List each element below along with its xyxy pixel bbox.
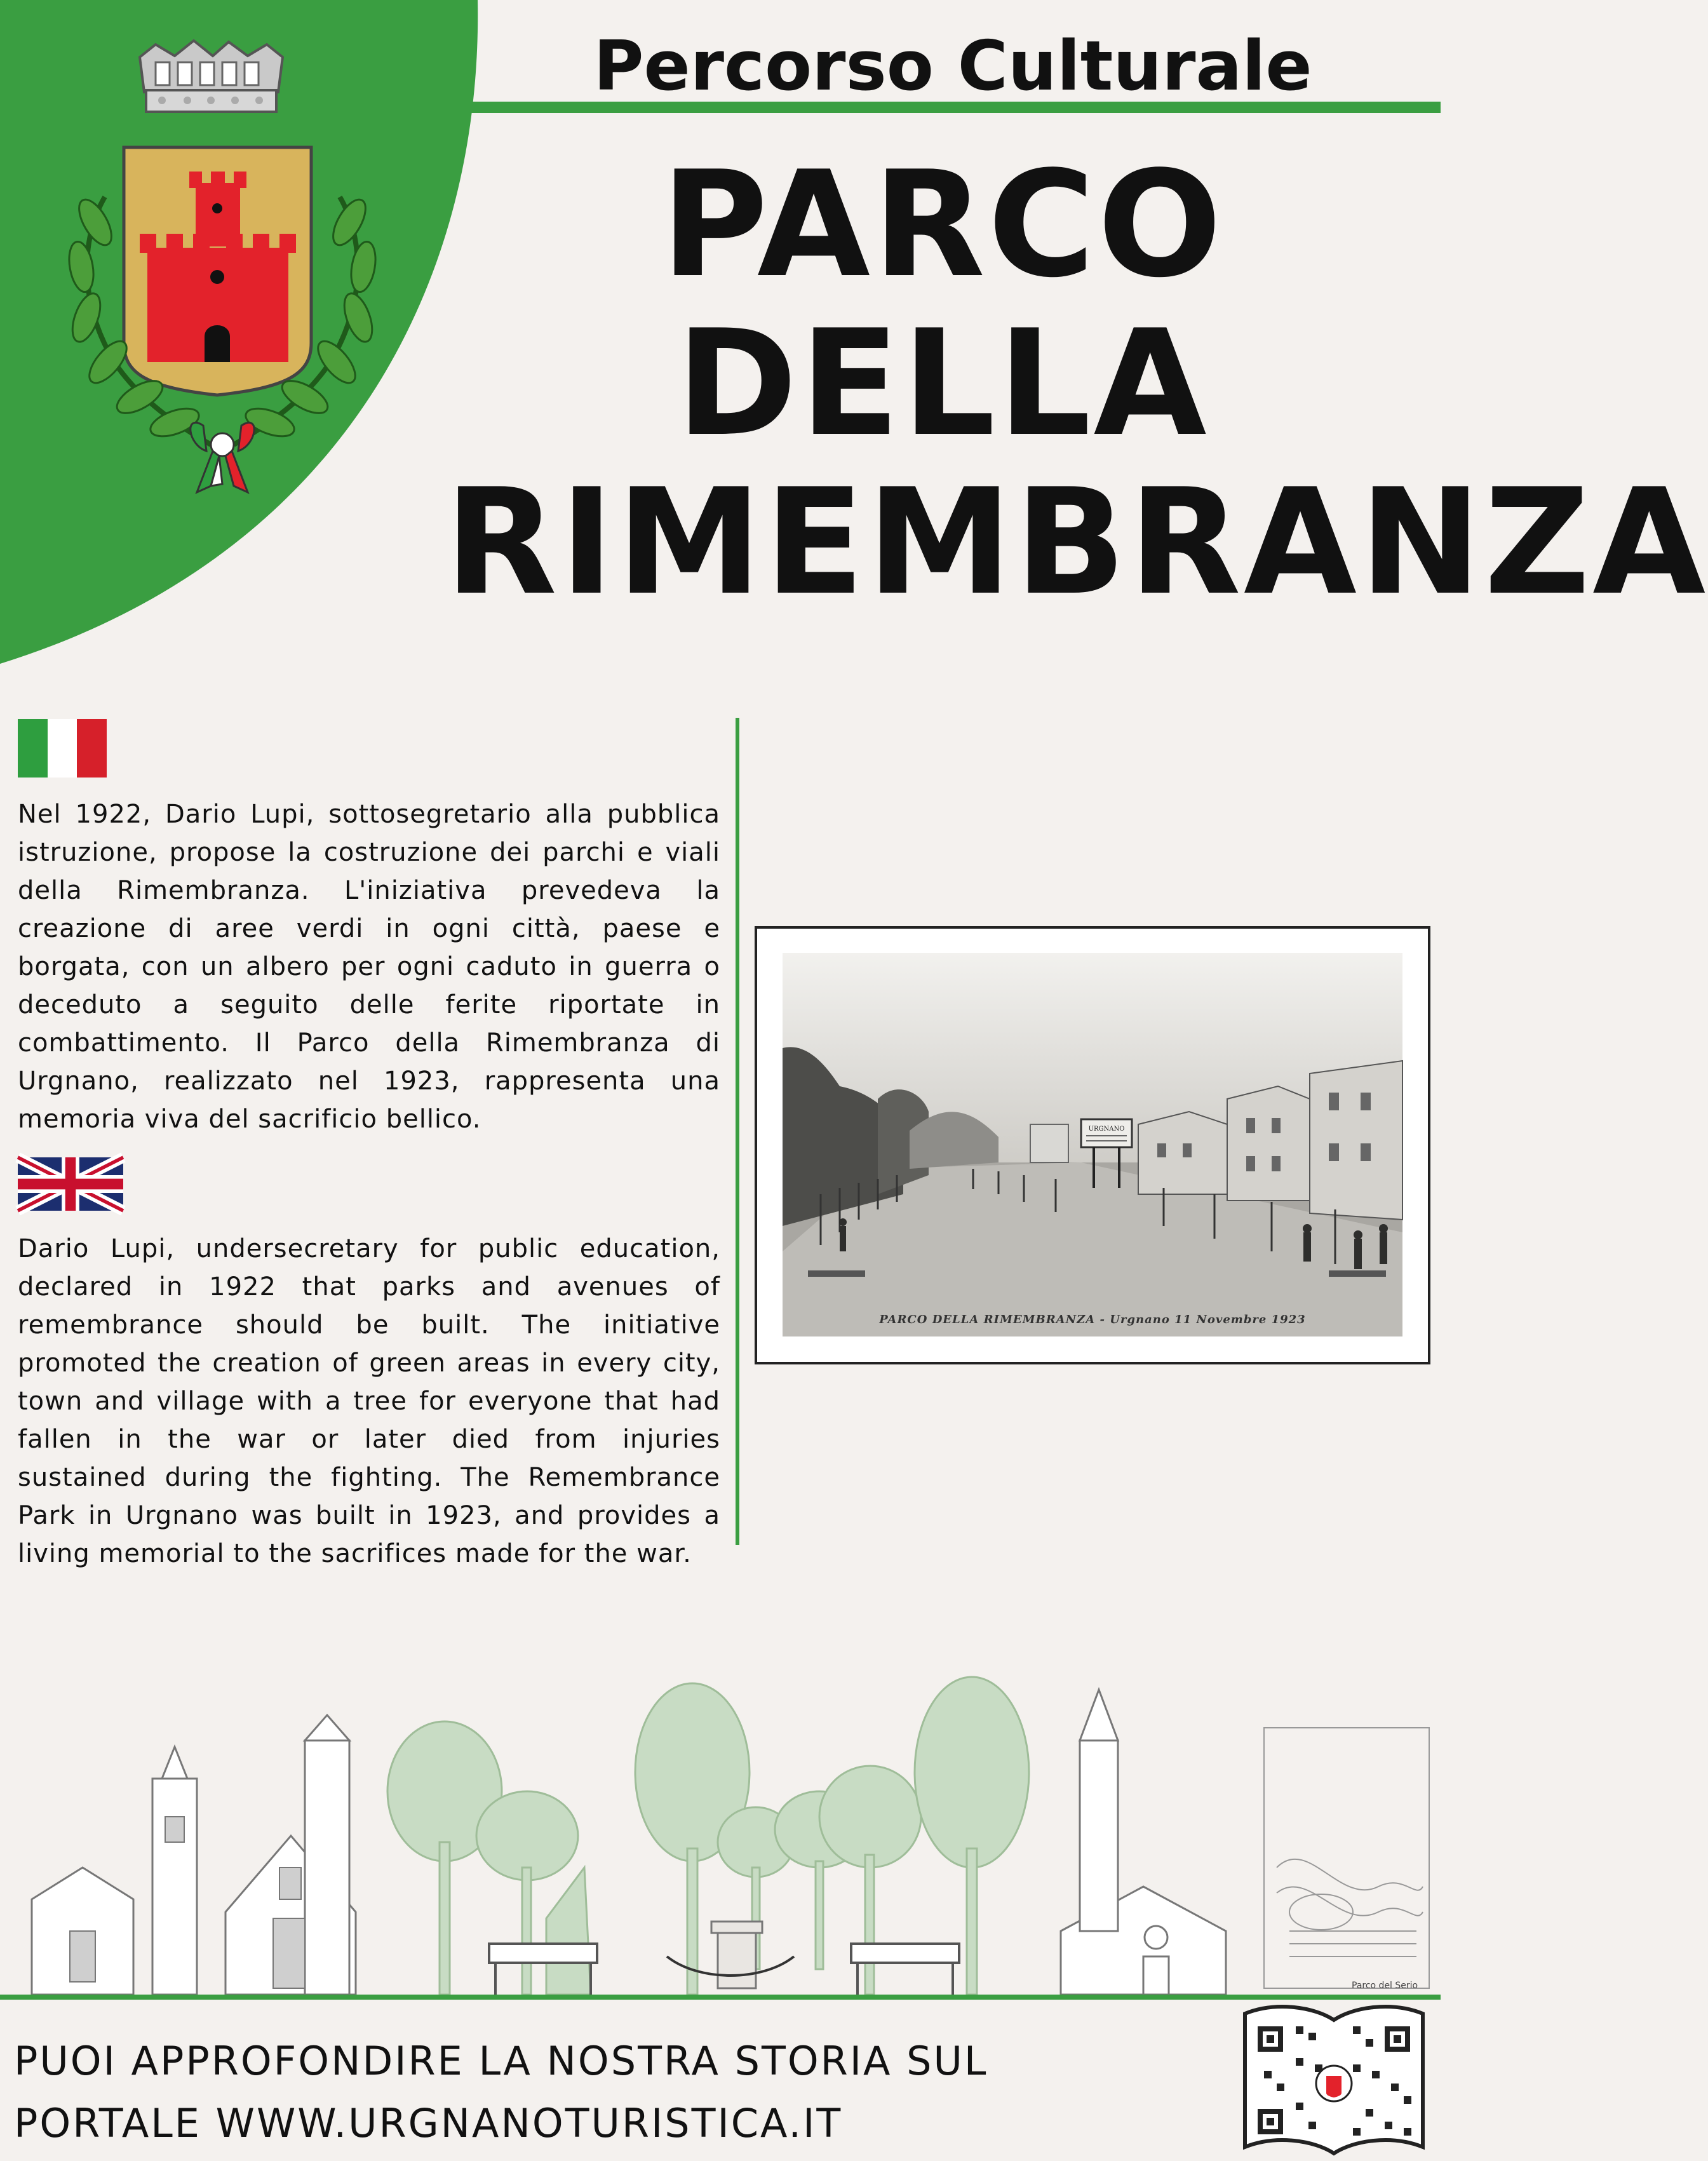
footer-call-to-action [14, 2030, 1221, 2155]
title-line-2: RIMEMBRANZA [445, 458, 1708, 628]
crown-icon [140, 41, 283, 112]
tricolor-ribbon-icon [191, 422, 254, 492]
coat-of-arms-logo [44, 32, 400, 502]
footer-line-1: PUOI APPROFONDIRE LA NOSTRA STORIA SUL [14, 2038, 988, 2084]
english-description: Dario Lupi, undersecretary for public education, declared in 1922 that parks and avenues of remembrance should be built. The initiative promoted the creation of green areas in every city, town and village with a tree for everyone that had fallen in the war or later died from injuries sustained during the fighting. The Remembrance Park in Urgnano was built in 1923, and provides a living memorial to the sacrifices made for the war. [18, 1234, 720, 1568]
historic-postcard-photo [755, 926, 1430, 1364]
park-avenue-illustration [783, 953, 1402, 1336]
sign-text: URGNANO [1088, 1126, 1125, 1133]
footer-rule [0, 1995, 1441, 2000]
tower-right-icon [305, 1740, 349, 1995]
column-divider [736, 718, 739, 1545]
italy-flag-icon [18, 719, 107, 778]
qr-code-icon[interactable] [1239, 2001, 1429, 2158]
page-subtitle: Percorso Culturale [593, 27, 1312, 106]
uk-flag-icon [18, 1157, 123, 1211]
shield-icon [124, 147, 311, 395]
page-title [445, 140, 1708, 628]
title-line-1: PARCO DELLA [661, 140, 1225, 469]
italian-description: Nel 1922, Dario Lupi, sottosegretario alla pubblica istruzione, propose la costruzione dei parchi e viali della Rimembranza. L'iniziativa prevedeva la creazione di aree verdi in ogni città, paese e borgata, con un albero per ogni caduto in guerra o deceduto a seguito delle ferite riportate in combattimento. Il Parco della Rimembranza di Urgnano, realizzato nel 1923, rappresenta una memoria viva del sacrificio bellico. [18, 800, 720, 1134]
footer-line-2[interactable]: PORTALE WWW.URGNANOTURISTICA.IT [14, 2100, 843, 2146]
town-skyline-illustration [0, 1677, 1441, 2007]
parco-del-serio-logo [1264, 1728, 1429, 1988]
postcard-image [783, 953, 1402, 1336]
park-label: Parco del Serio [1352, 1981, 1418, 1991]
bell-tower-icon [152, 1779, 197, 1995]
postcard-caption: PARCO DELLA RIMEMBRANZA - Urgnano 11 Novembre 1923 [879, 1313, 1306, 1326]
